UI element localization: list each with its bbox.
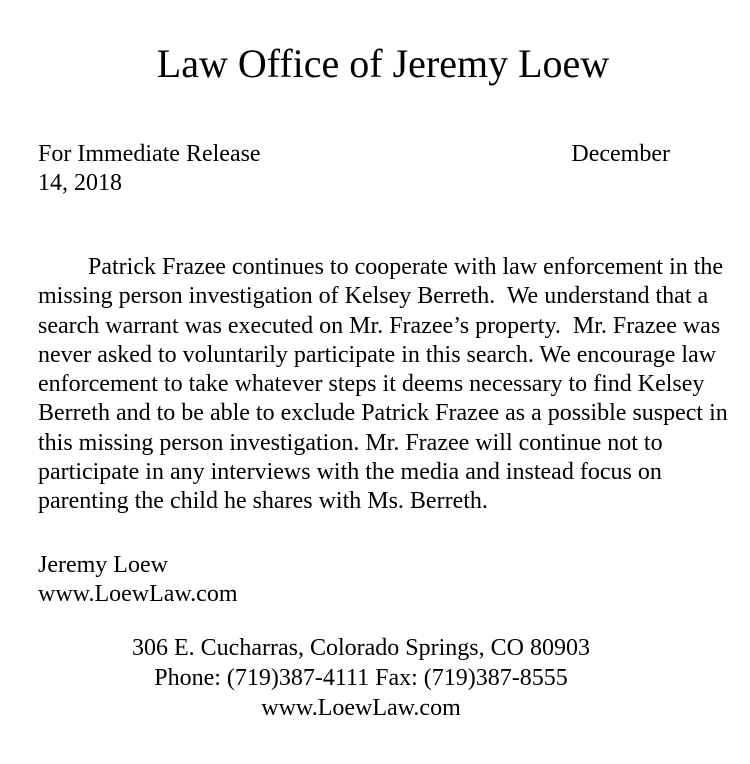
page-title: Law Office of Jeremy Loew xyxy=(156,41,610,86)
dateline-row xyxy=(38,140,728,169)
signatory-name: Jeremy Loew xyxy=(38,551,168,578)
footer-website: www.LoewLaw.com xyxy=(261,694,461,721)
body-paragraph: Patrick Frazee continues to cooperate with law enforcement in the missing person investigation of Kelsey Berreth. We understand that a search warrant was executed on Mr. Frazee’s property. Mr. Frazee was never asked to voluntarily participate in this search. We encourage law enforcement to take whatever steps it deems necessary to find Kelsey Berreth and to be able to exclude Patrick Frazee as a possible suspect in this missing person investigation. Mr. Frazee will continue not to participate in any interviews with the media and instead focus on parenting the child he shares with Ms. Berreth. xyxy=(38,254,734,515)
date-month: December xyxy=(571,141,670,167)
footer-block xyxy=(38,633,684,723)
footer-phone-fax: Phone: (719)387-4111 Fax: (719)387-8555 xyxy=(154,664,568,691)
signature-block xyxy=(38,551,728,609)
signature-website: www.LoewLaw.com xyxy=(38,580,238,607)
dateline xyxy=(38,140,728,198)
footer-address: 306 E. Cucharras, Colorado Springs, CO 80903 xyxy=(132,634,590,661)
date-continued: 14, 2018 xyxy=(38,170,122,196)
release-label: For Immediate Release xyxy=(38,141,261,167)
